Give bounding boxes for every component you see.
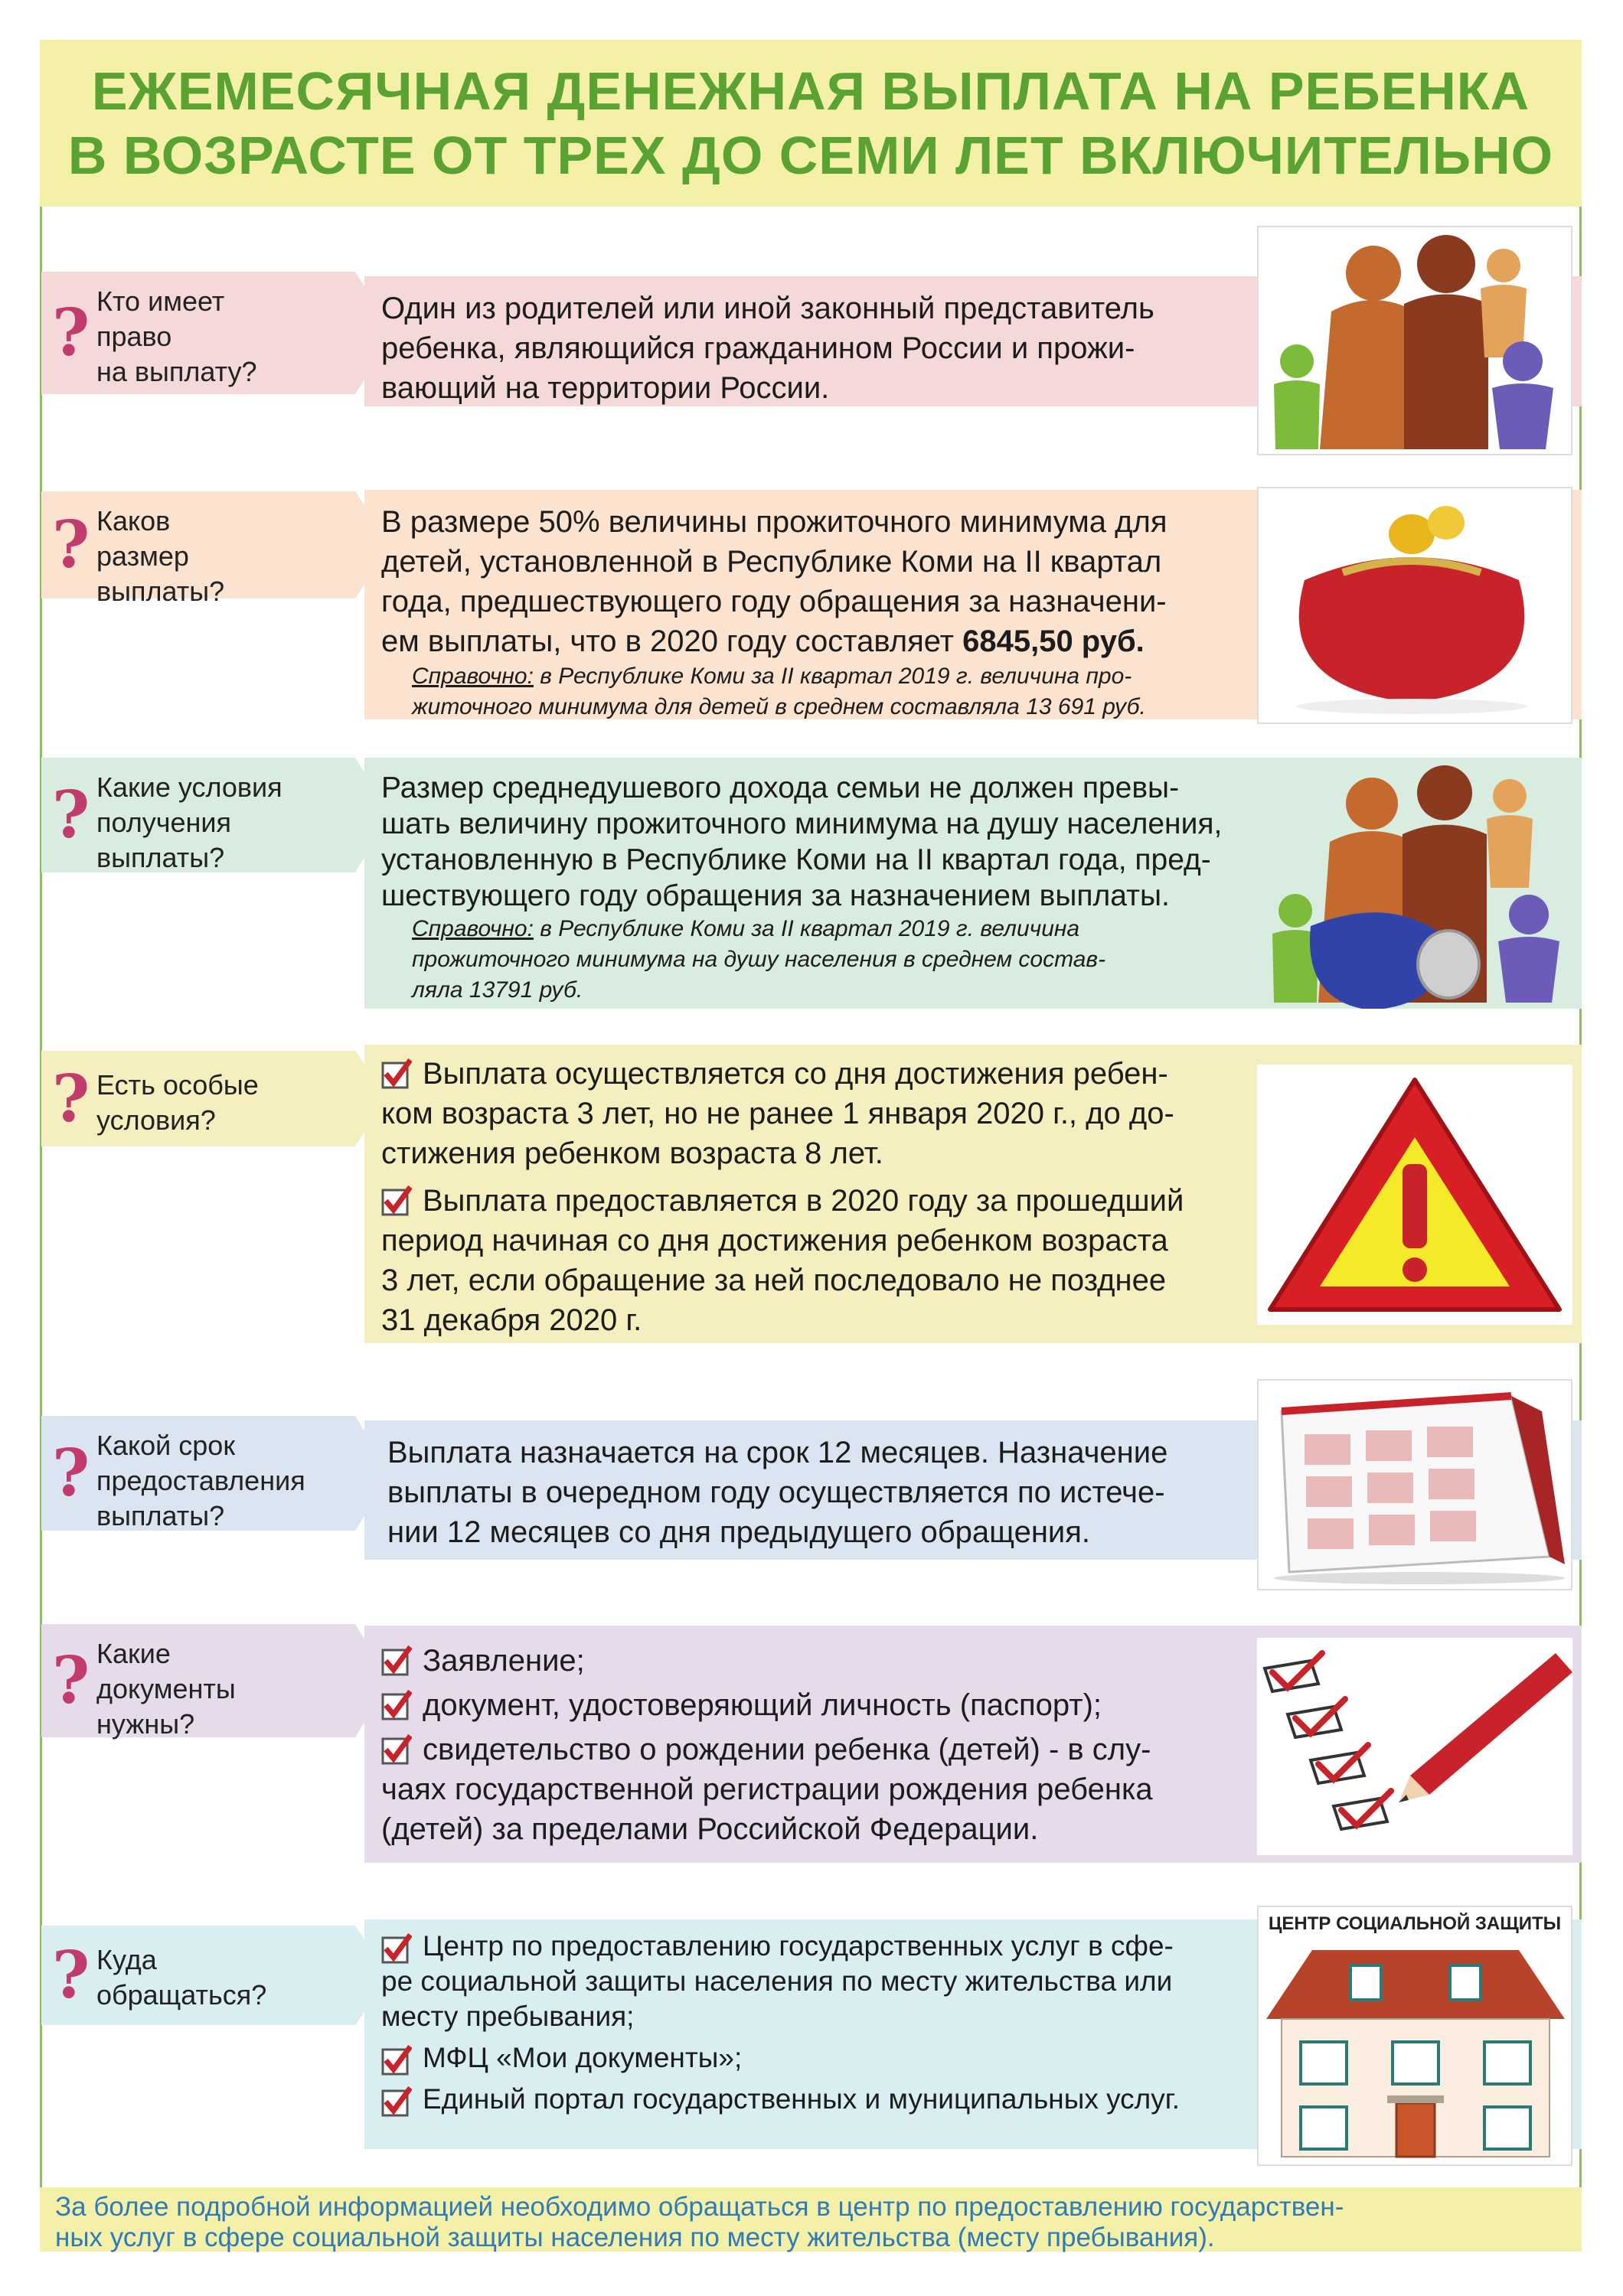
contact-text: Единый портал государственных и муниципальных услуг. <box>423 2083 1181 2115</box>
condition-text: период начиная со дня достижения ребенком возраста <box>381 1224 1168 1257</box>
condition-item <box>381 1054 1252 1173</box>
question-text: обращаться? <box>96 1979 267 2011</box>
answer-text: В размере 50% величины прожиточного минимума для <box>381 505 1167 539</box>
question-box <box>41 1416 355 1531</box>
question-text: нужны? <box>96 1708 195 1740</box>
question-mark-icon: ? <box>52 507 90 582</box>
question-text: получения <box>96 807 231 838</box>
reference-label: Справочно: <box>412 664 534 689</box>
question-text: Куда <box>96 1944 157 1975</box>
calendar-icon <box>1257 1379 1572 1590</box>
section-term <box>40 1378 1582 1592</box>
document-item <box>381 1685 1252 1725</box>
question-box <box>41 491 355 607</box>
purse-icon <box>1257 487 1572 724</box>
question-box <box>41 1926 355 2025</box>
checkbox-checked-icon <box>381 1690 412 1720</box>
answer-text-prefix: ем выплаты, что в 2020 году составляет <box>381 625 963 658</box>
warning-icon <box>1257 1065 1572 1325</box>
question-text: Есть особые <box>96 1069 259 1101</box>
checkbox-checked-icon <box>381 1645 412 1676</box>
section-special <box>40 1045 1582 1343</box>
contact-item <box>381 2040 1252 2076</box>
house-icon <box>1257 1906 1572 2166</box>
question-text: на выплату? <box>96 356 257 387</box>
question-text: Кто имеет <box>96 285 225 317</box>
answer-text: Размер среднедушевого дохода семьи не должен превы- <box>381 771 1180 804</box>
answer-text: установленную в Республике Коми на II квартал года, пред- <box>381 843 1211 876</box>
checkbox-checked-icon <box>381 1186 412 1216</box>
question-box <box>41 1624 355 1740</box>
checkbox-checked-icon <box>381 2045 412 2076</box>
reference-note <box>381 661 1252 692</box>
footer-text: ных услуг в сфере социальной защиты населения по месту жительства (месту пребывания). <box>55 2223 1215 2252</box>
question-text: выплаты? <box>96 842 225 873</box>
section-size <box>40 482 1582 727</box>
checkbox-checked-icon <box>381 2086 412 2117</box>
contact-item <box>381 1929 1252 2034</box>
reference-note <box>381 914 1252 944</box>
question-box <box>41 272 355 394</box>
question-text: условия? <box>96 1104 216 1136</box>
condition-text: Выплата осуществляется со дня достижения ребен- <box>423 1057 1168 1091</box>
question-text: документы <box>96 1673 236 1704</box>
question-text: размер <box>96 540 189 572</box>
question-text: предоставления <box>96 1465 305 1496</box>
question-mark-icon: ? <box>52 1642 90 1718</box>
answer-text: выплаты в очередном году осуществляется по истече- <box>387 1476 1165 1509</box>
section-who <box>40 272 1582 463</box>
condition-item <box>381 1181 1252 1340</box>
document-item <box>381 1730 1252 1849</box>
document-text: чаях государственной регистрации рождения ребенка <box>381 1773 1153 1806</box>
reference-text: ляла 13791 руб. <box>412 977 583 1003</box>
checklist-icon <box>1257 1638 1572 1855</box>
condition-text: ком возраста 3 лет, но не ранее 1 января 2020 г., до до- <box>381 1097 1174 1130</box>
answer-text: Один из родителей или иной законный представитель <box>381 292 1154 325</box>
footer-text: За более подробной информацией необходимо обращаться в центр по предоставлению государствен- <box>55 2192 1344 2222</box>
checkbox-checked-icon <box>381 1734 412 1765</box>
contact-text: месту пребывания; <box>381 2001 635 2032</box>
reference-text: в Республике Коми за II квартал 2019 г. величина про- <box>533 664 1132 689</box>
document-text: свидетельство о рождении ребенка (детей) - в слу- <box>423 1733 1151 1766</box>
answer-text: года, предшествующего году обращения за назначени- <box>381 585 1167 618</box>
page-header <box>40 40 1582 207</box>
section-documents <box>40 1621 1582 1874</box>
house-label: ЦЕНТР СОЦИАЛЬНОЙ ЗАЩИТЫ <box>1268 1913 1562 1934</box>
checkbox-checked-icon <box>381 1933 412 1964</box>
document-text: Заявление; <box>423 1644 585 1678</box>
question-mark-icon: ? <box>52 1060 90 1137</box>
answer-text <box>381 621 1252 661</box>
question-text: Какие <box>96 1638 171 1669</box>
document-text: документ, удостоверяющий личность (паспорт); <box>423 1688 1102 1722</box>
checkbox-checked-icon <box>381 1058 412 1089</box>
reference-label: Справочно: <box>412 916 534 941</box>
condition-text: Выплата предоставляется в 2020 году за прошедший <box>423 1184 1184 1218</box>
question-text: выплаты? <box>96 576 225 607</box>
question-text: Какой срок <box>96 1430 236 1461</box>
question-mark-icon: ? <box>52 1435 90 1511</box>
condition-text: 31 декабря 2020 г. <box>381 1303 642 1337</box>
answer-text: шествующего году обращения за назначением выплаты. <box>381 879 1170 912</box>
answer-text: шать величину прожиточного минимума на душу населения, <box>381 807 1223 840</box>
condition-text: стижения ребенком возраста 8 лет. <box>381 1137 883 1170</box>
family-purse-icon <box>1257 758 1572 1009</box>
question-box <box>41 1051 355 1146</box>
question-mark-icon: ? <box>52 777 90 853</box>
family-icon <box>1257 226 1572 455</box>
question-box <box>41 758 355 872</box>
document-text: (детей) за пределами Российской Федерации. <box>381 1812 1039 1846</box>
title-line-1: ЕЖЕМЕСЯЧНАЯ ДЕНЕЖНАЯ ВЫПЛАТА НА РЕБЕНКА <box>91 61 1530 121</box>
answer-text: нии 12 месяцев со дня предыдущего обращения. <box>387 1515 1091 1549</box>
contact-text: ре социальной защиты населения по месту жительства или <box>381 1965 1173 1997</box>
document-item <box>381 1641 1252 1681</box>
reference-text: прожиточного минимума на душу населения в среднем состав- <box>412 947 1106 972</box>
answer-text: вающий на территории России. <box>381 371 830 405</box>
question-text: выплаты? <box>96 1500 225 1531</box>
contact-item <box>381 2082 1252 2117</box>
answer-text: Выплата назначается на срок 12 месяцев. Назначение <box>387 1436 1168 1469</box>
question-text: право <box>96 321 172 352</box>
reference-text: житочного минимума для детей в среднем составляла 13 691 руб. <box>412 694 1146 719</box>
footer-note <box>40 2187 1582 2252</box>
question-mark-icon: ? <box>52 1937 90 2013</box>
answer-text: ребенка, являющийся гражданином России и прожи- <box>381 331 1135 365</box>
contact-text: МФЦ «Мои документы»; <box>423 2042 743 2073</box>
section-where <box>40 1906 1582 2174</box>
question-text: Какие условия <box>96 771 282 803</box>
reference-text: в Республике Коми за II квартал 2019 г. величина <box>533 916 1080 941</box>
question-text: Каков <box>96 505 171 536</box>
answer-text: детей, установленной в Республике Коми на II квартал <box>381 545 1162 579</box>
section-conditions <box>40 758 1582 1010</box>
question-mark-icon: ? <box>52 295 90 370</box>
payment-amount: 6845,50 руб. <box>962 625 1145 658</box>
contact-text: Центр по предоставлению государственных услуг в сфе- <box>423 1930 1174 1962</box>
title-line-2: В ВОЗРАСТЕ ОТ ТРЕХ ДО СЕМИ ЛЕТ ВКЛЮЧИТЕЛЬНО <box>67 126 1554 185</box>
condition-text: 3 лет, если обращение за ней последовало не позднее <box>381 1264 1167 1297</box>
